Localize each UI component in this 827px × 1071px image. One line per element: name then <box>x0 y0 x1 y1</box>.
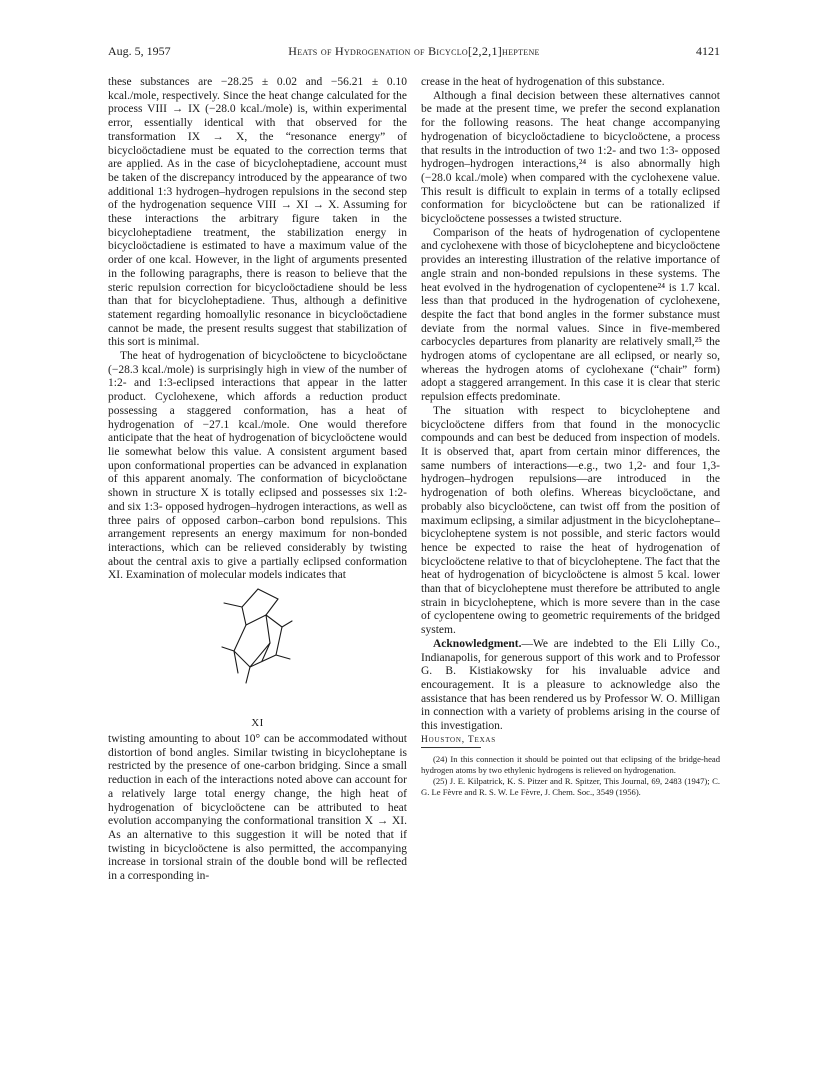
paragraph: these substances are −28.25 ± 0.02 and −56.21 ± 0.10 kcal./mole, respectively. Since the heat change calculated for the process VIII → IX (−28.0 kcal./mole) is, within experimental error, essentially identical with that observed for the transformation IX → X, the “resonance energy” of bicycloöctadiene must be equated to the correction terms that are applied. As in the case of bicycloheptadiene, account must be taken of the discrepancy introduced by the appearance of two additional 1:3 hydrogen–hydrogen repulsions in the second step of the hydrogenation sequence VIII → XI → X. Assuming for these interactions the arbitrary figure taken in the bicycloheptadiene treatment, the stabilization energy in bicycloöctadiene is estimated to have a maximum value of the order of one kcal. However, in the light of arguments presented in the following paragraphs, there is reason to believe that the steric repulsion correction for bicycloöctadiene should be less than that for bicycloheptadiene. Thus, although a definitive statement regarding homoallylic resonance in bicycloöctadiene cannot be made, the present results suggest that stabilization of this sort is minimal. <box>108 76 407 349</box>
acknowledgment-body: —We are indebted to the Eli Lilly Co., Indianapolis, for generous support of this work and to Professor G. B. Kistiakowsky for his invaluable advice and encouragement. It is a pleasure to acknowledge also the assistance that has been rendered us by Professor W. O. Milligan in connection with a variety of problems arising in the course of this investigation. <box>421 637 720 733</box>
author-location: Houston, Texas <box>421 734 496 745</box>
paragraph: twisting amounting to about 10° can be accommodated without distortion of bond angles. Similar twisting in bicycloheptane is restricted by the presence of one-carbon bridging. Since a small reduction in each of the interactions noted above can account for a relatively large total energy change, the high heat of hydrogenation of bicycloöctene can be attributed to heat evolution accompanying the conformational transition X → XI. As an alternative to this suggestion it will be noted that if twisting in bicycloöctene is also permitted, the accompanying increase in torsional strain of the double bond will be reflected in a corresponding in- <box>108 733 407 883</box>
paragraph: The heat of hydrogenation of bicycloöctene to bicycloöctane (−28.3 kcal./mole) is surprisingly high in view of the number of 1:2- and 1:3-eclipsed interactions that appear in the latter product. Cyclohexene, which affords a reduction product possessing a staggered conformation, has a heat of hydrogenation of −27.1 kcal./mole. One would therefore anticipate that the heat of hydrogenation of bicycloöctene would lie somewhat below this value. A consistent argument based upon conformational properties can be advanced in explanation of this apparent anomaly. The conformation of bicycloöctane shown in structure X is totally eclipsed and possesses six 1:2- and six 1:3- opposed hydrogen–hydrogen interactions, as well as three pairs of opposed carbon–carbon bond repulsions. This arrangement represents an energy maximum for non-bonded interactions, which can be relieved considerably by twisting about the central axis to give a partially eclipsed conformation XI. Examination of molecular models indicates that <box>108 350 407 582</box>
paragraph: The situation with respect to bicycloheptene and bicycloöctene differs from that found in the monocyclic compounds and can best be deduced from inspection of models. It is observed that, apart from certain minor differences, the same numbers of interactions—e.g., two 1,2- and four 1,3-hydrogen–hydrogen repulsions—are introduced in the hydrogenation of both olefins. Whereas bicycloöctane, and probably also bicycloöctene, can twist off from the position of maximum eclipsing, a similar adjustment in the bicycloheptane–bicycloheptene system is not possible, and steric factors would hence be expected to raise the heat of hydrogenation of bicycloöctene relative to that of bicycloheptene. The fact that the heat of hydrogenation of bicycloöctene is almost 5 kcal. lower than that of bicycloheptene must therefore be attributed to angle strain in bicycloheptene, which is more severe than in the case of cyclopentene owing to geometric requirements of the bridged system. <box>421 404 720 637</box>
structure-xi-figure <box>108 585 407 733</box>
header-date: Aug. 5, 1957 <box>108 44 171 58</box>
paragraph: Comparison of the heats of hydrogenation of cyclopentene and cyclohexene with those of bicycloheptene and bicycloöctene provides an interesting illustration of the relative importance of angle strain and non-bonded repulsions in these systems. The heat evolved in the hydrogenation of cyclopentene²⁴ is 1.7 kcal. less than that produced in the hydrogenation of cyclohexene, despite the fact that bond angles in the former substance must deviate from the normal values. Since in five-membered carbocycles departures from planarity are relatively small,²⁵ the hydrogen atoms of cyclopentane are all eclipsed, or nearly so, whereas the hydrogen atoms of cyclohexane (“chair” form) adopt a staggered arrangement. In this case it is clear that steric repulsion effects predominate. <box>421 226 720 404</box>
footnote: (24) In this connection it should be pointed out that eclipsing of the bridge-head hydrogen atoms by two ethylenic hydrogens is relieved on hydrogenation. <box>421 754 720 776</box>
bicyclooctane-structure-xi-icon <box>212 585 304 713</box>
acknowledgment-heading: Acknowledgment. <box>433 637 522 650</box>
acknowledgment <box>421 638 720 734</box>
right-column <box>421 76 720 798</box>
structure-label: XI <box>251 717 264 730</box>
footnote-divider <box>421 747 481 748</box>
left-column <box>108 76 407 884</box>
paragraph: crease in the heat of hydrogenation of this substance. <box>421 76 665 88</box>
running-header <box>108 42 720 60</box>
header-page-number: 4121 <box>696 44 720 58</box>
paragraph: Although a final decision between these alternatives cannot be made at the present time, we prefer the second explanation for the following reasons. The heat change accompanying hydrogenation of bicycloöctadiene to bicycloöctene, a process that results in the introduction of two 1:2- and two 1:3- opposed hydrogen–hydrogen interactions,²⁴ is also abnormally high (−28.0 kcal./mole) when compared with the cyclohexene value. This result is difficult to explain in terms of a totally eclipsed conformation for bicycloöctene but can be rationalized if bicycloöctene possesses a twisted structure. <box>421 89 720 226</box>
footnote: (25) J. E. Kilpatrick, K. S. Pitzer and R. Spitzer, This Journal, 69, 2483 (1947); C. G. Le Fèvre and R. S. W. Le Fèvre, J. Chem. Soc., 3549 (1956). <box>421 776 720 797</box>
header-title: Heats of Hydrogenation of Bicyclo[2,2,1]heptene <box>288 44 540 58</box>
